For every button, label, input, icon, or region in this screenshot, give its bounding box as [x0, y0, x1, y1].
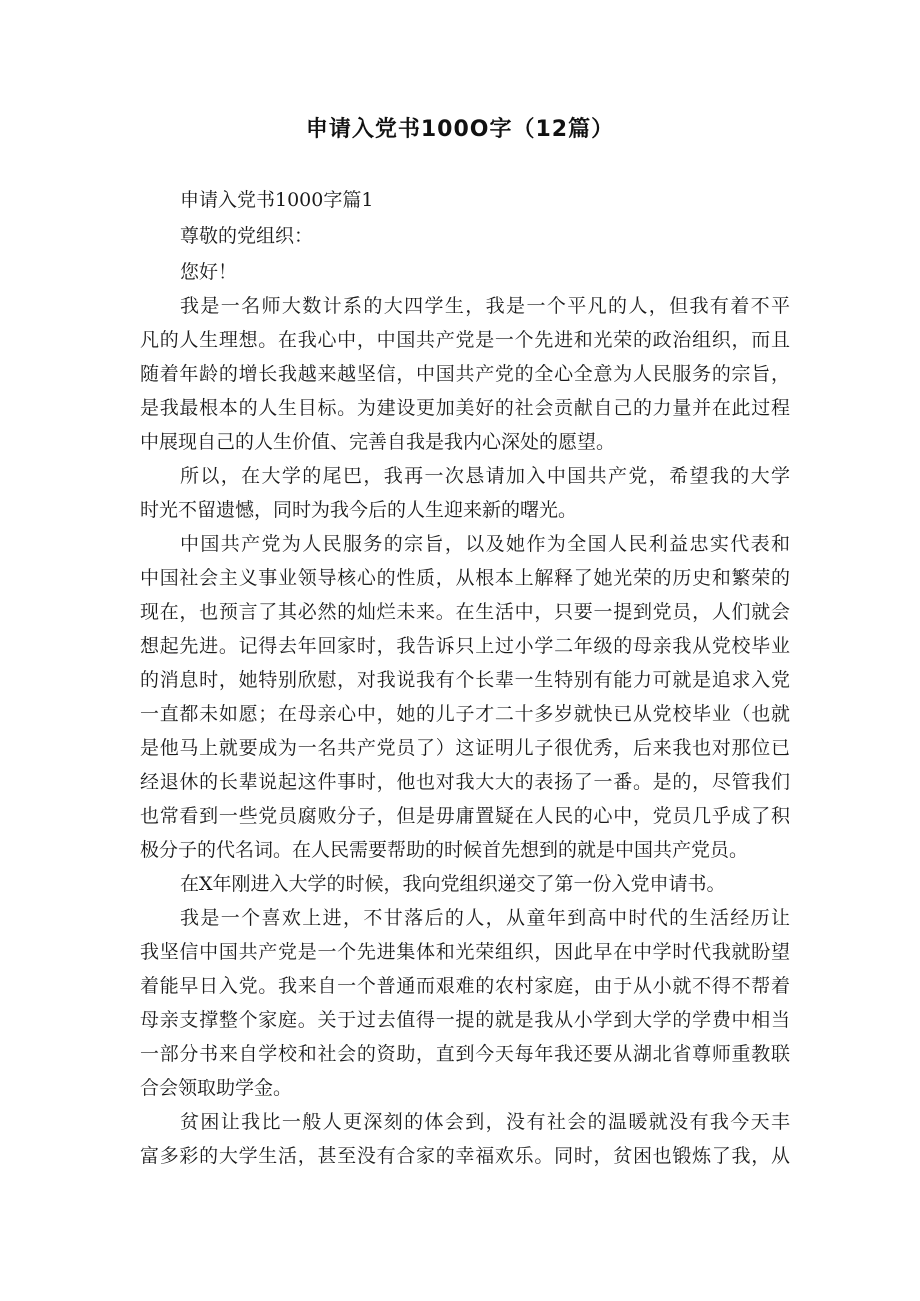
- body-line: 合会领取助学金。: [140, 1077, 293, 1099]
- body-line: 富多彩的大学生活，甚至没有合家的幸福欢乐。同时，贫困也锻炼了我，从: [140, 1145, 790, 1167]
- body-line: 我是一名师大数计系的大四学生，我是一个平凡的人，但我有着不平: [180, 295, 790, 317]
- body-line: 一部分书来自学校和社会的资助，直到今天每年我还要从湖北省尊师重教联: [140, 1043, 790, 1065]
- section-heading: 申请入党书1000字篇1: [180, 189, 374, 211]
- body-line: 极分子的代名词。在人民需要帮助的时候首先想到的就是中国共产党员。: [140, 839, 749, 861]
- body-line: 在X年刚进入大学的时候，我向党组织递交了第一份入党申请书。: [180, 873, 726, 895]
- body-line: 中国共产党为人民服务的宗旨，以及她作为全国人民利益忠实代表和: [180, 533, 790, 555]
- body-line: 所以，在大学的尾巴，我再一次恳请加入中国共产党，希望我的大学: [180, 465, 790, 487]
- body-line: 凡的人生理想。在我心中，中国共产党是一个先进和光荣的政治组织，而且: [140, 329, 790, 351]
- body-line: 母亲支撑整个家庭。关于过去值得一提的就是我从小学到大学的学费中相当: [140, 1009, 790, 1031]
- body-line: 着能早日入党。我来自一个普通而艰难的农村家庭，由于从小就不得不帮着: [140, 975, 790, 997]
- body-line: 想起先进。记得去年回家时，我告诉只上过小学二年级的母亲我从党校毕业: [140, 635, 790, 657]
- salutation: 尊敬的党组织：: [180, 225, 314, 247]
- greeting: 您好！: [180, 261, 238, 283]
- body-line: 中展现自己的人生价值、完善自我是我内心深处的愿望。: [140, 431, 616, 453]
- body-line: 的消息时，她特别欣慰，对我说我有个长辈一生特别有能力可就是追求入党: [140, 669, 790, 691]
- body-line: 经退休的长辈说起这件事时，他也对我大大的表扬了一番。是的，尽管我们: [140, 771, 790, 793]
- body-line: 现在，也预言了其必然的灿烂未来。在生活中，只要一提到党员，人们就会: [140, 601, 790, 623]
- body-line: 时光不留遗憾，同时为我今后的人生迎来新的曙光。: [140, 499, 578, 521]
- body-line: 是他马上就要成为一名共产党员了）这证明儿子很优秀，后来我也对那位已: [140, 737, 790, 759]
- body-line: 随着年龄的增长我越来越坚信，中国共产党的全心全意为人民服务的宗旨，: [140, 363, 790, 385]
- body-line: 一直都未如愿；在母亲心中，她的儿子才二十多岁就快已从党校毕业（也就: [140, 703, 790, 725]
- body-line: 中国社会主义事业领导核心的性质，从根本上解释了她光荣的历史和繁荣的: [140, 567, 790, 589]
- body-line: 我坚信中国共产党是一个先进集体和光荣组织，因此早在中学时代我就盼望: [140, 941, 790, 963]
- body-line: 也常看到一些党员腐败分子，但是毋庸置疑在人民的心中，党员几乎成了积: [140, 805, 790, 827]
- body-line: 是我最根本的人生目标。为建设更加美好的社会贡献自己的力量并在此过程: [140, 397, 790, 419]
- body-line: 我是一个喜欢上进，不甘落后的人，从童年到高中时代的生活经历让: [180, 907, 790, 929]
- body-line: 贫困让我比一般人更深刻的体会到，没有社会的温暖就没有我今天丰: [180, 1111, 790, 1133]
- document-title: 申请入党书100O字（12篇）: [305, 117, 615, 142]
